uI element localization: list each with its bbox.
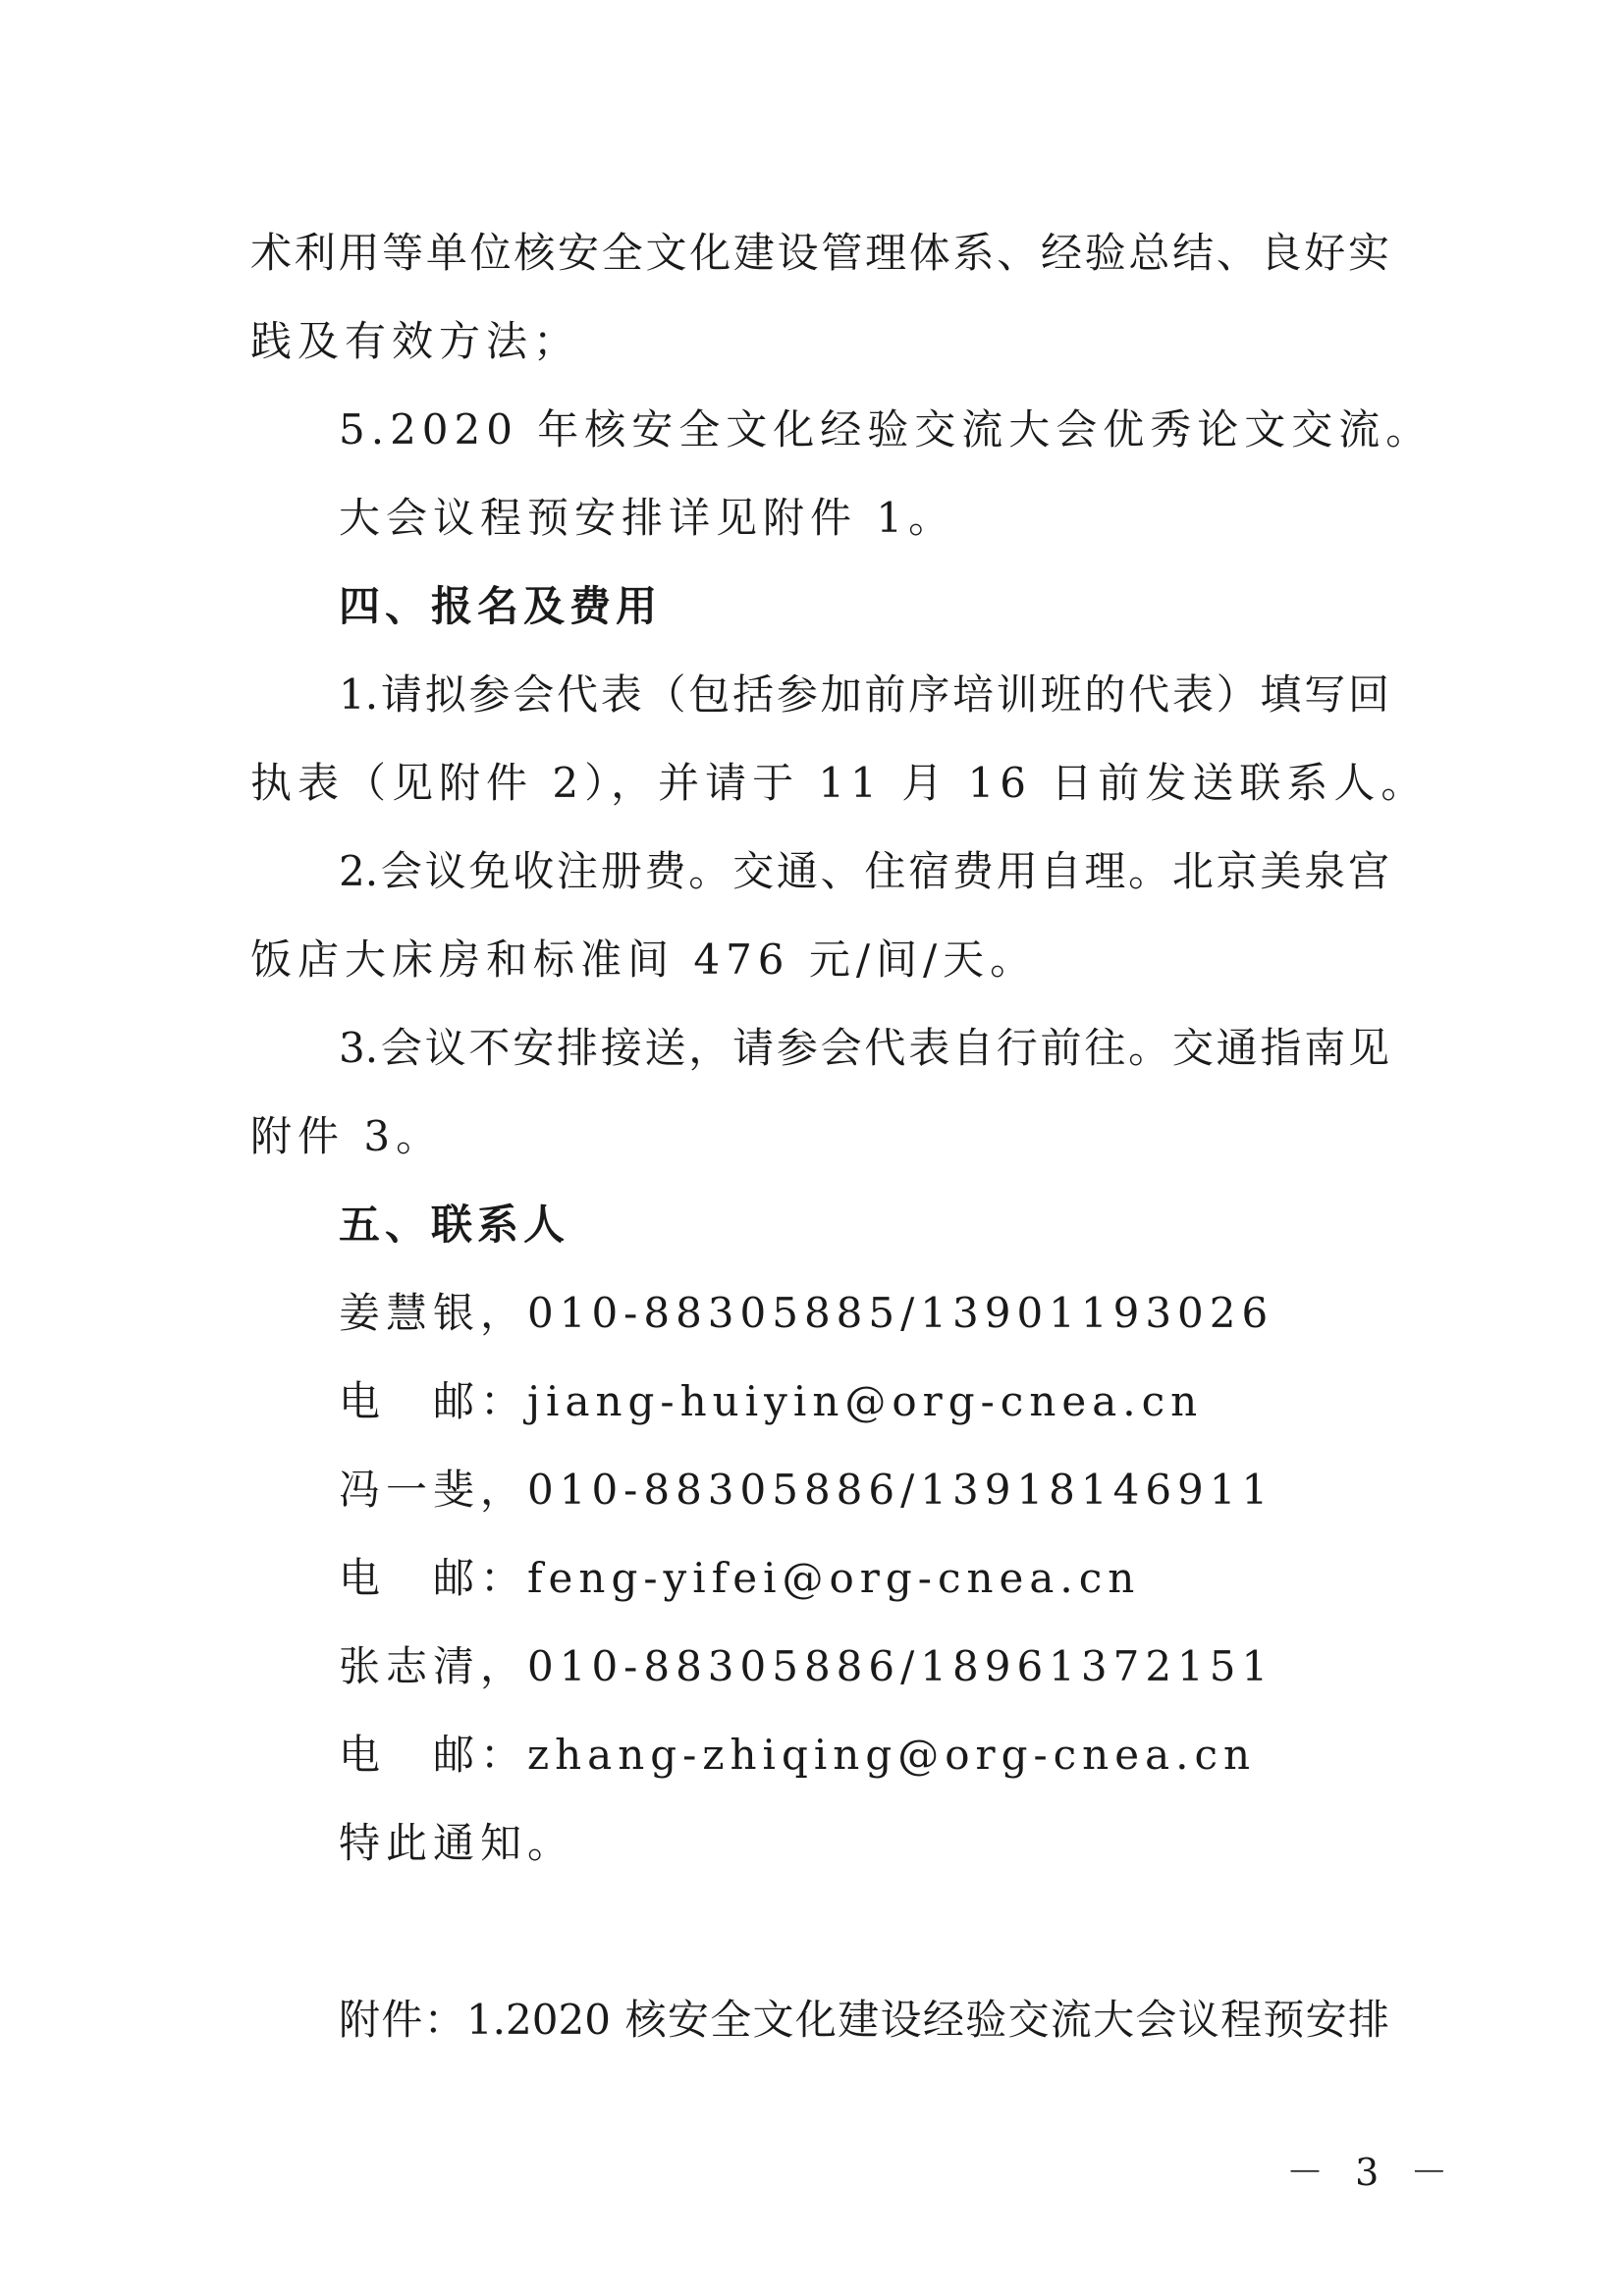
- contact-email: 电 邮：jiang-huiyin@org-cnea.cn: [339, 1377, 1204, 1425]
- list-item-2: 2.会议免收注册费。交通、住宿费用自理。北京美泉宫: [339, 847, 1389, 895]
- body-text-line: 术利用等单位核安全文化建设管理体系、经验总结、良好实: [250, 229, 1389, 277]
- list-item-3: 3.会议不安排接送，请参会代表自行前往。交通指南见: [339, 1024, 1389, 1072]
- section-heading-contacts: 五、联系人: [339, 1201, 570, 1249]
- contact-phone: 冯一斐，010-88305886/13918146911: [339, 1466, 1274, 1514]
- body-text-line: 饭店大床房和标准间 476 元/间/天。: [250, 935, 1038, 984]
- attachment-line: 附件：1.2020 核安全文化建设经验交流大会议程预安排: [339, 1996, 1389, 2044]
- list-item-5: 5.2020 年核安全文化经验交流大会优秀论文交流。: [339, 405, 1434, 454]
- contact-phone: 姜慧银，010-88305885/13901193026: [339, 1289, 1274, 1337]
- section-heading-registration: 四、报名及费用: [339, 582, 663, 630]
- contact-email: 电 邮：zhang-zhiqing@org-cnea.cn: [339, 1731, 1257, 1779]
- contact-email: 电 邮：feng-yifei@org-cnea.cn: [339, 1554, 1141, 1602]
- contact-phone: 张志清，010-88305886/18961372151: [339, 1642, 1274, 1690]
- list-item-1: 1.请拟参会代表（包括参加前序培训班的代表）填写回: [339, 670, 1389, 719]
- body-text-line: 大会议程预安排详见附件 1。: [339, 494, 956, 542]
- closing-notice: 特此通知。: [339, 1819, 575, 1867]
- body-text-line: 践及有效方法；: [250, 317, 581, 365]
- page-number: － 3 －: [1286, 2151, 1458, 2194]
- body-text-line: 附件 3。: [250, 1112, 444, 1160]
- body-text-line: 执表（见附件 2），并请于 11 月 16 日前发送联系人。: [250, 759, 1429, 807]
